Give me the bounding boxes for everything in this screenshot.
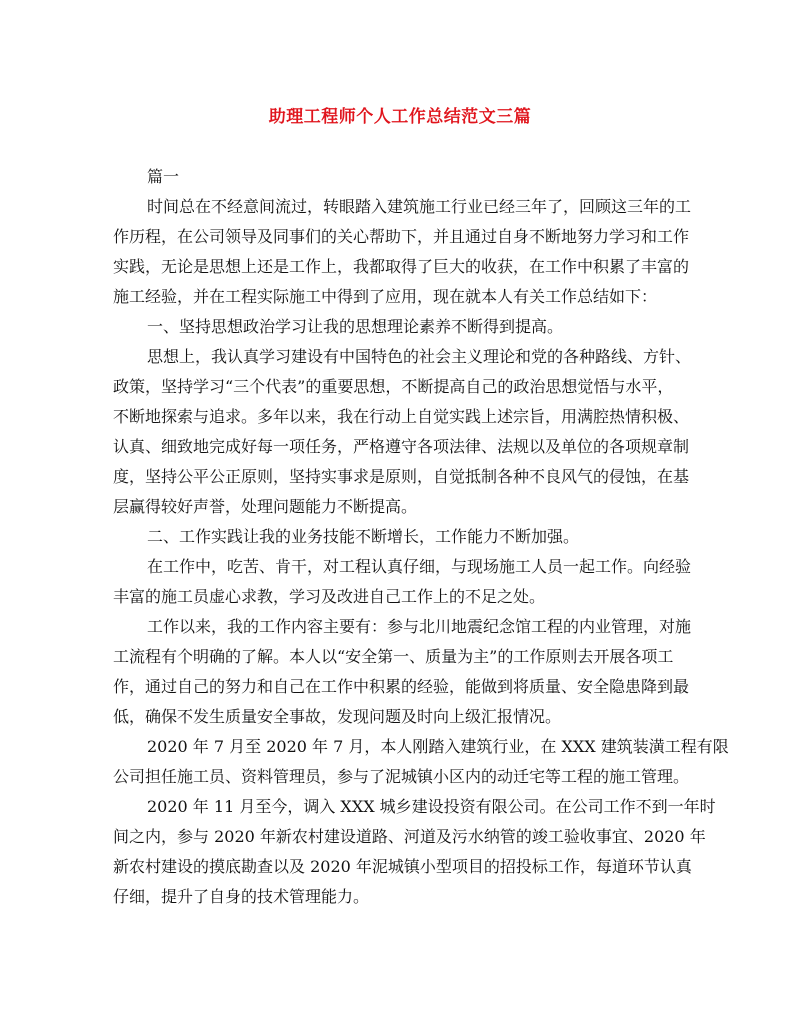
text-line: 工作以来，我的工作内容主要有：参与北川地震纪念馆工程的内业管理，对施 [147, 617, 692, 636]
paragraph-thought [113, 342, 692, 522]
text-line: 新农村建设的摸底勘查以及 2020 年泥城镇小型项目的招投标工作，每道环节认真 [113, 857, 692, 876]
paragraph-intro [113, 192, 692, 312]
text-line: 丰富的施工员虚心求教，学习及改进自己工作上的不足之处。 [113, 587, 546, 606]
text-line: 作历程，在公司领导及同事们的关心帮助下，并且通过自身不断地努力学习和工作 [113, 227, 690, 246]
paragraph-heading-one [113, 162, 685, 192]
text-line: 篇一 [147, 167, 180, 186]
section-heading-two [113, 522, 685, 552]
section-heading-one [113, 312, 685, 342]
text-line: 间之内，参与 2020 年新农村建设道路、河道及污水纳管的竣工验收事宜、2020 年 [113, 827, 706, 846]
text-line: 二、工作实践让我的业务技能不断增长，工作能力不断加强。 [147, 527, 580, 546]
paragraph-work-attitude [113, 552, 692, 612]
paragraph-history-one [113, 732, 729, 792]
text-line: 在工作中，吃苦、肯干，对工程认真仔细，与现场施工人员一起工作。向经验 [147, 557, 692, 576]
document-body [0, 162, 800, 912]
paragraph-history-two [113, 792, 716, 912]
text-line: 2020 年 11 月至今，调入 XXX 城乡建设投资有限公司。在公司工作不到一年时 [147, 797, 716, 816]
text-line: 政策，坚持学习“三个代表”的重要思想，不断提高自己的政治思想觉悟与水平， [113, 377, 674, 396]
paragraph-work-content [113, 612, 692, 732]
text-line: 一、坚持思想政治学习让我的思想理论素养不断得到提高。 [147, 317, 564, 336]
text-line: 思想上，我认真学习建设有中国特色的社会主义理论和党的各种路线、方针、 [147, 347, 692, 366]
text-line: 认真、细致地完成好每一项任务，严格遵守各项法律、法规以及单位的各项规章制 [113, 437, 690, 456]
document-title: 助理工程师个人工作总结范文三篇 [268, 107, 532, 127]
text-line: 实践，无论是思想上还是工作上，我都取得了巨大的收获，在工作中积累了丰富的 [113, 257, 690, 276]
text-line: 度，坚持公平公正原则，坚持实事求是原则，自觉抵制各种不良风气的侵蚀，在基 [113, 467, 690, 486]
text-line: 低，确保不发生质量安全事故，发现问题及时向上级汇报情况。 [113, 707, 562, 726]
text-line: 时间总在不经意间流过，转眼踏入建筑施工行业已经三年了，回顾这三年的工 [147, 197, 692, 216]
text-line: 施工经验，并在工程实际施工中得到了应用，现在就本人有关工作总结如下： [113, 287, 658, 306]
text-line: 不断地探索与追求。多年以来，我在行动上自觉实践上述宗旨，用满腔热情积极、 [113, 407, 690, 426]
text-line: 作，通过自己的努力和自己在工作中积累的经验，能做到将质量、安全隐患降到最 [113, 677, 690, 696]
text-line: 仔细，提升了自身的技术管理能力。 [113, 887, 370, 906]
text-line: 层赢得较好声誉，处理问题能力不断提高。 [113, 497, 418, 516]
text-line: 工流程有个明确的了解。本人以“安全第一、质量为主”的工作原则去开展各项工 [113, 647, 674, 666]
text-line: 公司担任施工员、资料管理员，参与了泥城镇小区内的动迁宅等工程的施工管理。 [113, 767, 690, 786]
text-line: 2020 年 7 月至 2020 年 7 月，本人刚踏入建筑行业，在 XXX 建筑装潢工程有限 [147, 737, 729, 756]
